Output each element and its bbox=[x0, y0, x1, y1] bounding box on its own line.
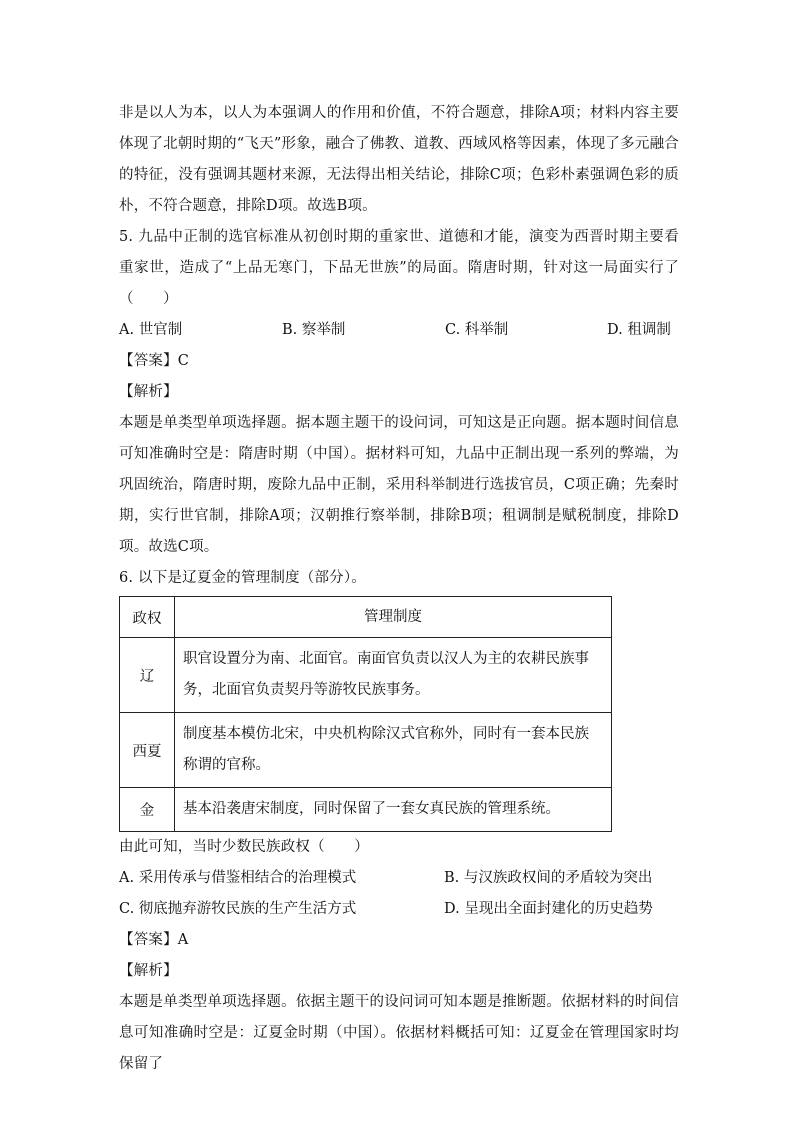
option-b: B. 与汉族政权间的矛盾较为突出 bbox=[444, 870, 653, 886]
table-header-regime: 政权 bbox=[120, 597, 175, 638]
paragraph-q4-analysis-continued: 非是以人为本，以人为本强调人的作用和价值，不符合题意，排除A项；材料内容主要体现了北朝时期的“飞天”形象，融合了佛教、道教、西域风格等因素，体现了多元融合的特征，没有强调其题材来源，无法得出相关结论，排除C项；色彩朴素强调色彩的质朴，不符合题意，排除D项。故选B项。 bbox=[119, 105, 679, 214]
table-cell-system: 职官设置分为南、北面官。南面官负责以汉人为主的农耕民族事务，北面官负责契丹等游牧民族事务。 bbox=[175, 638, 612, 713]
option-d: D. 租调制 bbox=[607, 322, 671, 338]
table-row bbox=[120, 788, 612, 832]
question-5-options bbox=[119, 315, 679, 346]
table-cell-regime: 西夏 bbox=[120, 713, 175, 788]
question-5-analysis: 本题是单类型单项选择题。据本题主题干的设问词，可知这是正向题。据本题时间信息可知准确时空是：隋唐时期（中国）。据材料可知，九品中正制出现一系列的弊端，为巩固统治，隋唐时期，废除九品中正制，采用科举制进行选拔官员，C项正确；先秦时期，实行世官制，排除A项；汉朝推行察举制，排除B项；租调制是赋税制度，排除D项。故选C项。 bbox=[119, 415, 679, 555]
table-cell-regime: 金 bbox=[120, 788, 175, 832]
document-page bbox=[119, 98, 679, 1080]
question-5-analysis-label: 【解析】 bbox=[119, 384, 178, 400]
table-row bbox=[120, 638, 612, 713]
question-6-question: 由此可知，当时少数民族政权（ ） bbox=[119, 839, 369, 855]
question-6-options-row-2 bbox=[119, 894, 679, 925]
question-6-analysis-label: 【解析】 bbox=[119, 963, 178, 979]
table-cell-system: 制度基本模仿北宋，中央机构除汉式官称外，同时有一套本民族称谓的官称。 bbox=[175, 713, 612, 788]
table-header-system: 管理制度 bbox=[175, 597, 612, 638]
question-6-analysis: 本题是单类型单项选择题。依据主题干的设问词可知本题是推断题。依据材料的时间信息可知准确时空是：辽夏金时期（中国）。依据材料概括可知：辽夏金在管理国家时均保留了 bbox=[119, 994, 679, 1072]
option-c: C. 科举制 bbox=[445, 322, 509, 338]
question-6-options-row-1 bbox=[119, 863, 679, 894]
table-row bbox=[120, 713, 612, 788]
option-b: B. 察举制 bbox=[282, 322, 346, 338]
question-5-answer: 【答案】C bbox=[119, 353, 190, 369]
option-a: A. 采用传承与借鉴相结合的治理模式 bbox=[119, 870, 357, 886]
option-a: A. 世官制 bbox=[119, 322, 183, 338]
question-6-answer: 【答案】A bbox=[119, 932, 189, 948]
table-cell-regime: 辽 bbox=[120, 638, 175, 713]
question-6-stem: 6. 以下是辽夏金的管理制度（部分）。 bbox=[119, 570, 366, 586]
table-cell-system: 基本沿袭唐宋制度，同时保留了一套女真民族的管理系统。 bbox=[175, 788, 612, 832]
option-c: C. 彻底抛弃游牧民族的生产生活方式 bbox=[119, 901, 357, 917]
table-header-row bbox=[120, 597, 612, 638]
option-d: D. 呈现出全面封建化的历史趋势 bbox=[444, 901, 653, 917]
question-5-stem: 5. 九品中正制的选官标准从初创时期的重家世、道德和才能，演变为西晋时期主要看重家世，造成了“上品无寒门，下品无世族”的局面。隋唐时期，针对这一局面实行了（ ） bbox=[119, 229, 679, 307]
regime-system-table bbox=[119, 596, 612, 832]
